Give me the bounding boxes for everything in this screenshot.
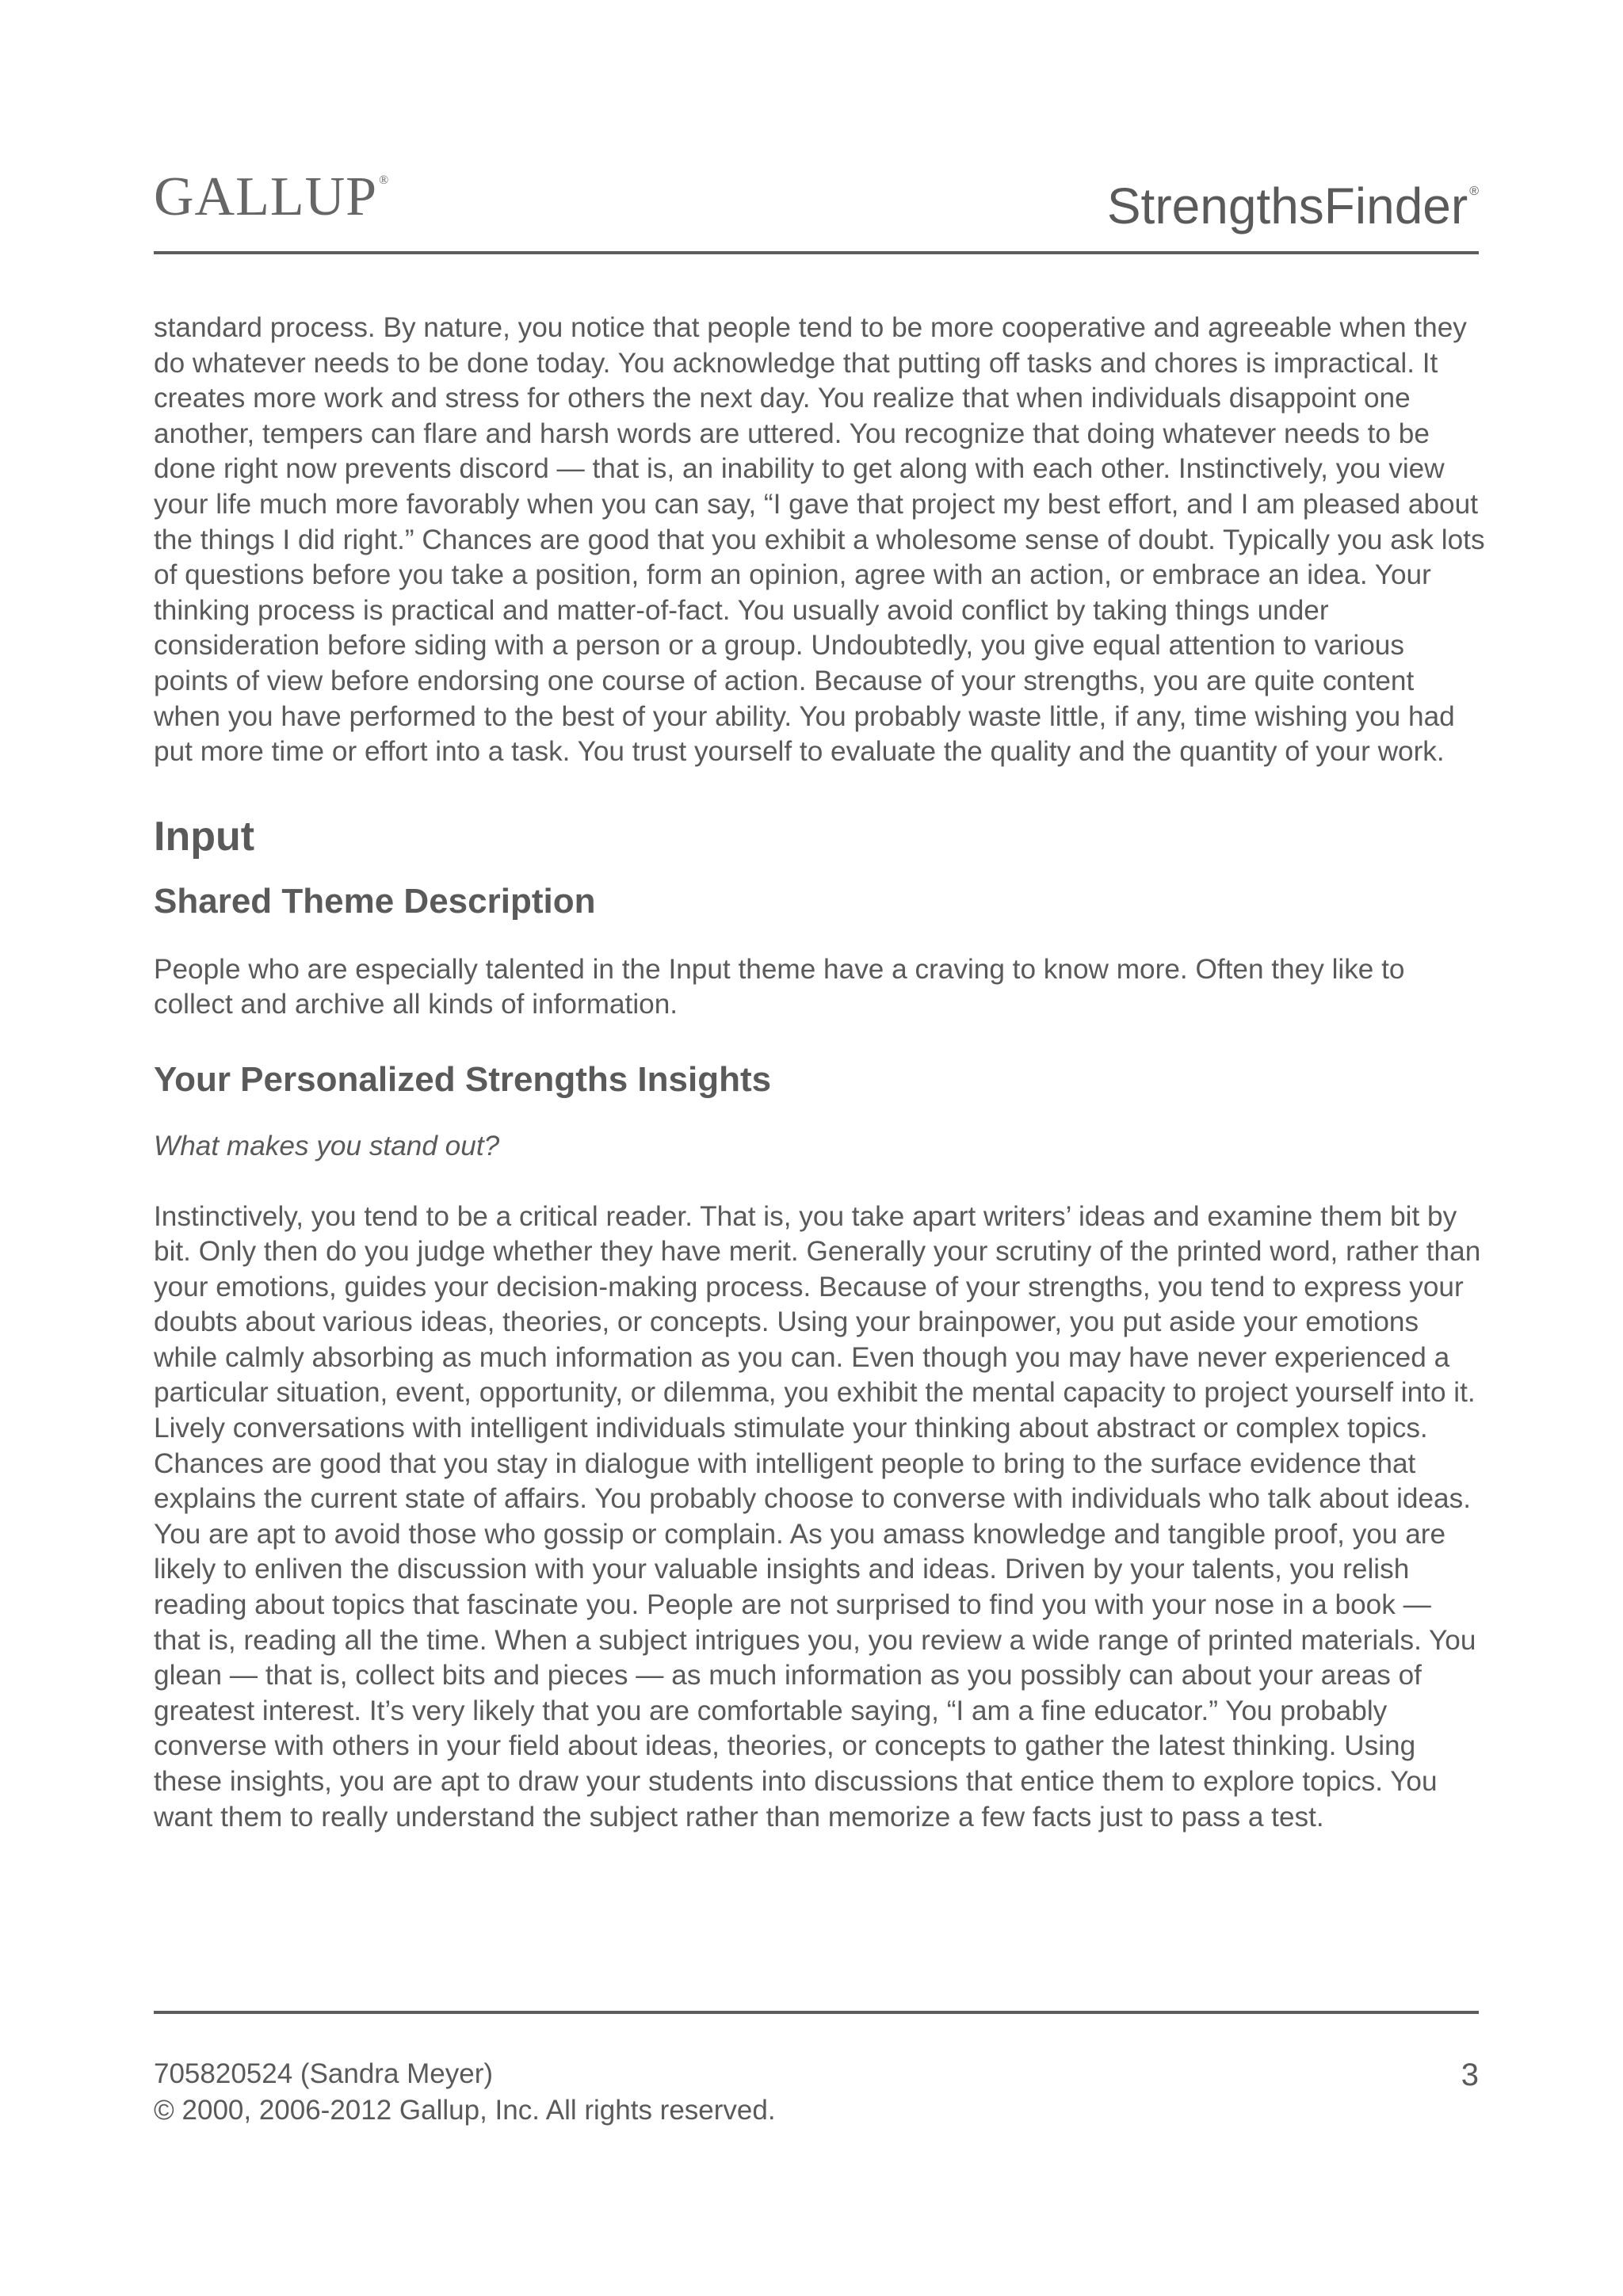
shared-theme-text: People who are especially talented in the Input theme have a craving to know more. Often they like to collect and archive all kinds of information. bbox=[154, 953, 1405, 1020]
shared-theme-heading: Shared Theme Description bbox=[154, 881, 596, 921]
page-header bbox=[154, 166, 1479, 254]
footer-divider bbox=[154, 2011, 1479, 2014]
registered-mark: ® bbox=[1469, 185, 1479, 198]
strengthsfinder-logo: StrengthsFinder ® bbox=[1106, 177, 1479, 235]
insights-question: What makes you stand out? bbox=[154, 1130, 500, 1161]
insights-paragraph: Instinctively, you tend to be a critical reader. That is, you take apart writers’ ideas and examine them bit by bit. Only then do you judge whether they have merit. Generally your scrutiny of the printed word, rather than your emotions, guides your decision-making process. Because of your strengths, you tend to express your doubts about various ideas, theories, or concepts. Using your brainpower, you put aside your emotions while calmly absorbing as much information as you can. Even though you may have never experienced a particular situation, event, opportunity, or dilemma, you exhibit the mental capacity to project yourself into it. Lively conversations with intelligent individuals stimulate your thinking about abstract or complex topics. Chances are good that you stay in dialogue with intelligent people to bring to the surface evidence that explains the current state of affairs. You probably choose to converse with individuals who talk about ideas. You are apt to avoid those who gossip or complain. As you amass knowledge and tangible proof, you are likely to enliven the discussion with your valuable insights and ideas. Driven by your talents, you relish reading about topics that fascinate you. People are not surprised to find you with your nose in a book — that is, reading all the time. When a subject intrigues you, you review a wide range of printed materials. You glean — that is, collect bits and pieces — as much information as you possibly can about your areas of greatest interest. It’s very likely that you are comfortable saying, “I am a fine educator.” You probably converse with others in your field about ideas, theories, or concepts to gather the latest thinking. Using these insights, you are apt to draw your students into discussions that entice them to explore topics. You want them to really understand the subject rather than memorize a few facts just to pass a test. bbox=[154, 1200, 1481, 1833]
copyright-line: © 2000, 2006-2012 Gallup, Inc. All rights reserved. bbox=[154, 2095, 776, 2126]
page-content bbox=[154, 311, 1485, 1835]
page-number: 3 bbox=[1461, 2058, 1479, 2092]
theme-title: Input bbox=[154, 813, 255, 860]
intro-paragraph: standard process. By nature, you notice that people tend to be more cooperative and agreeable when they do whatever needs to be done today. You acknowledge that putting off tasks and chores is impractical. It creates more work and stress for others the next day. You realize that when individuals disappoint one another, tempers can flare and harsh words are uttered. You recognize that doing whatever needs to be done right now prevents discord — that is, an inability to get along with each other. Instinctively, you view your life much more favorably when you can say, “I gave that project my best effort, and I am pleased about the things I did right.” Chances are good that you exhibit a wholesome sense of doubt. Typically you ask lots of questions before you take a position, form an opinion, agree with an action, or embrace an idea. Your thinking process is practical and matter-of-fact. You usually avoid conflict by taking things under consideration before siding with a person or a group. Undoubtedly, you give equal attention to various points of view before endorsing one course of action. Because of your strengths, you are quite content when you have performed to the best of your ability. You probably waste little, if any, time wishing you had put more time or effort into a task. You trust yourself to evaluate the quality and the quantity of your work. bbox=[154, 312, 1485, 768]
report-id-line: 705820524 (Sandra Meyer) bbox=[154, 2058, 494, 2089]
footer-info bbox=[154, 2056, 776, 2129]
gallup-logo: GALLUP ® bbox=[154, 166, 390, 227]
insights-heading: Your Personalized Strengths Insights bbox=[154, 1059, 772, 1099]
registered-mark: ® bbox=[379, 174, 390, 187]
header-divider bbox=[154, 251, 1479, 254]
